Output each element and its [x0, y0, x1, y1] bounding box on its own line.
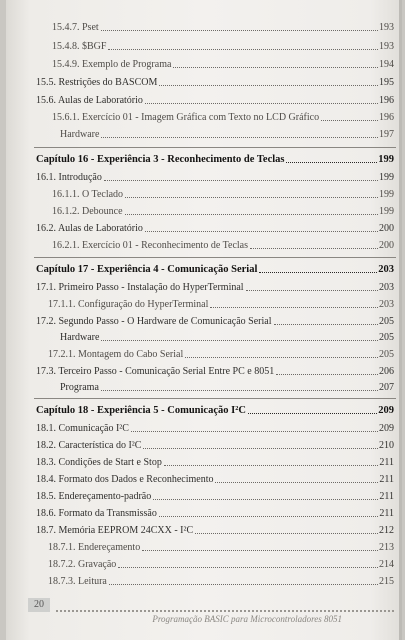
toc-entry: [6, 280, 402, 294]
toc-entry: [6, 20, 402, 34]
toc-entry: [6, 204, 402, 218]
toc-entry-page: 205: [379, 316, 394, 327]
toc-entry-page: 199: [378, 154, 394, 165]
toc-entry-title: 18.6. Formato da Transmissão: [36, 508, 157, 519]
page-edge: [399, 0, 402, 640]
toc-entry-title: 15.4.9. Exemplo de Programa: [52, 59, 172, 70]
toc-entry-page: 215: [379, 576, 394, 587]
toc-entry: [6, 455, 402, 469]
toc-entry-page: 211: [379, 491, 394, 502]
toc-entry-page: 209: [379, 423, 394, 434]
toc-entry-title: 15.4.7. Pset: [52, 22, 99, 33]
toc-entry-title: 16.1. Introdução: [36, 172, 102, 183]
toc-entry: [6, 187, 402, 201]
toc-entry-page: 193: [379, 22, 394, 33]
toc-chapter-heading: [6, 262, 402, 276]
toc-entry-page: 214: [379, 559, 394, 570]
toc-entry: [6, 540, 402, 554]
toc-entry-title: Programa: [60, 382, 99, 393]
toc-entry-title: 18.7.1. Endereçamento: [48, 542, 141, 553]
toc-entry-title: Hardware: [60, 129, 100, 140]
toc-entry-title: 18.4. Formato dos Dados e Reconhecimento: [36, 474, 214, 485]
toc-entry: [6, 127, 402, 141]
toc-entry-page: 203: [379, 299, 394, 310]
toc-entry: [6, 380, 402, 394]
toc-entry-page: 205: [379, 332, 394, 343]
toc-entry: [6, 489, 402, 503]
toc-entry-page: 203: [379, 282, 394, 293]
toc-entry-title: Capítulo 16 - Experiência 3 - Reconhecimento de Teclas: [36, 154, 285, 165]
toc-entry-title: 16.2. Aulas de Laboratório: [36, 223, 143, 234]
toc-entry: [6, 75, 402, 89]
toc-entry: [6, 347, 402, 361]
toc-entry: [6, 472, 402, 486]
toc-entry: [6, 421, 402, 435]
toc-entry-title: 18.7.3. Leitura: [48, 576, 107, 587]
toc-entry-title: 18.7.2. Gravação: [48, 559, 117, 570]
toc-entry: [6, 57, 402, 71]
book-page: [6, 0, 402, 640]
toc-entry: [6, 506, 402, 520]
toc-entry-title: 18.3. Condições de Start e Stop: [36, 457, 162, 468]
toc-chapter-heading: [6, 403, 402, 417]
toc-entry: [6, 438, 402, 452]
footer-dotted-rule: [56, 610, 394, 612]
toc-entry-title: 15.4.8. $BGF: [52, 41, 107, 52]
toc-entry-title: 17.2.1. Montagem do Cabo Serial: [48, 349, 184, 360]
toc-entry: [6, 238, 402, 252]
running-footer-title: Programação BASIC para Microcontroladores 8051: [152, 614, 342, 624]
toc-entry-page: 213: [379, 542, 394, 553]
toc-entry: [6, 39, 402, 53]
toc-entry-title: 18.7. Memória EEPROM 24CXX - I²C: [36, 525, 194, 536]
toc-entry: [6, 557, 402, 571]
toc-entry: [6, 364, 402, 378]
toc-entry-page: 205: [379, 349, 394, 360]
toc-entry-page: 199: [379, 206, 394, 217]
toc-entry-title: 15.6.1. Exercício 01 - Imagem Gráfica com Texto no LCD Gráfico: [52, 112, 320, 123]
chapter-divider: [34, 147, 396, 148]
toc-entry-title: 15.5. Restrições do BASCOM: [36, 77, 158, 88]
toc-entry: [6, 93, 402, 107]
table-of-contents: [6, 0, 402, 640]
toc-entry-title: 16.2.1. Exercício 01 - Reconhecimento de Teclas: [52, 240, 248, 251]
toc-entry-page: 200: [379, 223, 394, 234]
toc-entry: [6, 110, 402, 124]
toc-entry-page: 212: [379, 525, 394, 536]
toc-entry-page: 200: [379, 240, 394, 251]
toc-chapter-heading: [6, 152, 402, 166]
toc-entry-title: Capítulo 18 - Experiência 5 - Comunicação I²C: [36, 405, 246, 416]
toc-entry-page: 199: [379, 189, 394, 200]
page-number: 20: [28, 598, 50, 612]
toc-entry-title: 18.1. Comunicação I²C: [36, 423, 129, 434]
toc-entry-page: 210: [379, 440, 394, 451]
toc-entry-page: 211: [379, 474, 394, 485]
toc-entry-title: 17.1. Primeiro Passo - Instalação do HyperTerminal: [36, 282, 244, 293]
toc-entry-page: 194: [379, 59, 394, 70]
toc-entry: [6, 574, 402, 588]
toc-entry-page: 207: [379, 382, 394, 393]
toc-entry-page: 209: [378, 405, 394, 416]
toc-entry-page: 203: [378, 264, 394, 275]
toc-entry-title: 17.3. Terceiro Passo - Comunicação Serial Entre PC e 8051: [36, 366, 275, 377]
chapter-divider: [34, 398, 396, 399]
toc-entry-page: 206: [379, 366, 394, 377]
toc-entry-title: 17.1.1. Configuração do HyperTerminal: [48, 299, 209, 310]
toc-entry-page: 197: [379, 129, 394, 140]
toc-entry: [6, 523, 402, 537]
toc-entry-title: 18.5. Endereçamento-padrão: [36, 491, 152, 502]
toc-entry-title: Capítulo 17 - Experiência 4 - Comunicação Serial: [36, 264, 258, 275]
toc-entry-page: 199: [379, 172, 394, 183]
chapter-divider: [34, 257, 396, 258]
toc-entry: [6, 297, 402, 311]
toc-entry-title: 17.2. Segundo Passo - O Hardware de Comunicação Serial: [36, 316, 272, 327]
toc-entry-title: 16.1.2. Debounce: [52, 206, 123, 217]
toc-entry: [6, 330, 402, 344]
toc-entry: [6, 314, 402, 328]
toc-entry-page: 193: [379, 41, 394, 52]
toc-entry-page: 195: [379, 77, 394, 88]
toc-entry-page: 211: [379, 457, 394, 468]
toc-entry-page: 211: [379, 508, 394, 519]
toc-entry-title: 15.6. Aulas de Laboratório: [36, 95, 143, 106]
toc-entry: [6, 221, 402, 235]
toc-entry: [6, 170, 402, 184]
toc-entry-title: 16.1.1. O Teclado: [52, 189, 124, 200]
toc-entry-page: 196: [379, 95, 394, 106]
toc-entry-title: 18.2. Característica do I²C: [36, 440, 142, 451]
toc-entry-title: Hardware: [60, 332, 100, 343]
toc-entry-page: 196: [379, 112, 394, 123]
